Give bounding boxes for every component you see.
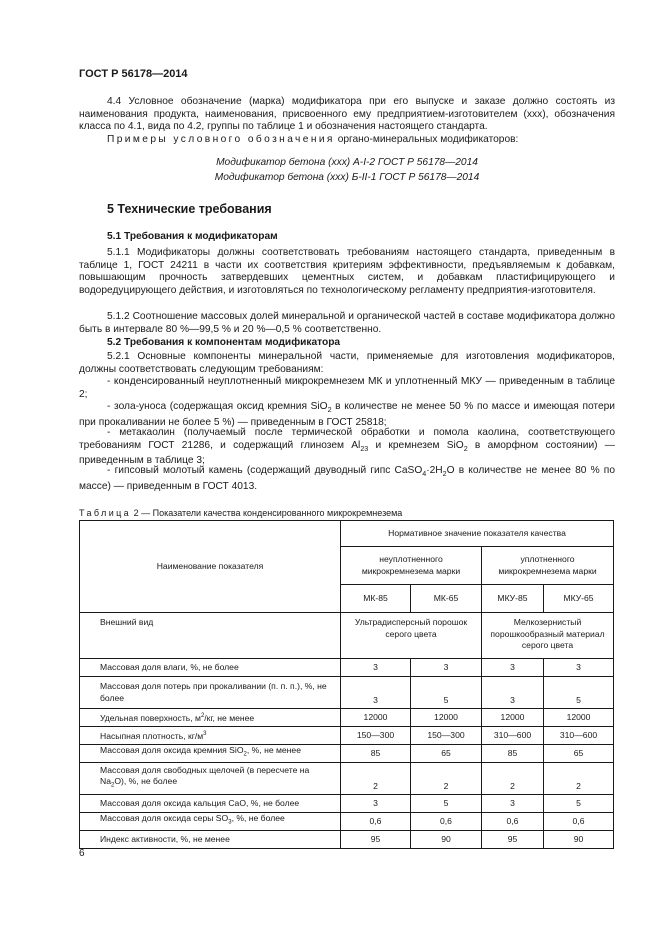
row-label: Массовая доля оксида кальция CaO, %, не более [80,795,341,813]
cell-value: 2 [544,763,614,795]
subsection-5-2: 5.2 Требования к компонентам модификатора [107,337,341,348]
table-row [80,709,614,727]
cell-value: 0,6 [544,813,614,831]
table-row [80,745,614,763]
row-label: Массовая доля оксида серы $SO_3$, %, не более [80,813,341,831]
row-label: Насыпная плотность, $кг/м^3$ [80,727,341,745]
table-row [80,831,614,849]
cell-value: 3 [341,795,411,813]
paragraph-5-1-1: 5.1.1 Модификаторы должны соответствовать требованиям настоящего стандарта, приведенным в таблице 1, ГОСТ 24211 в части их соответствия критериям эффективности, предъявляемым к добавкам, повышающим прочность затвердевших цементных систем, и добавкам пластифицирующего и водоредуцирующего действия, и изготовляться по технологическому регламенту предприятия-изготовителя. [79,247,615,296]
cell-value: 310—600 [544,727,614,745]
table-row [80,795,614,813]
cell-value: 65 [411,745,482,763]
bullet-gypsum: - гипсовый молотый камень (содержащий двуводный гипс $CaSO_4\cdot 2H_2O$ в количестве не менее 80 % по массе) — приведенным в ГОСТ 4013. [79,465,615,492]
bullet-fly-ash: - зола-уноса (содержащая оксид кремния SiO$_2$ в количестве не менее 50 % по массе и имеющая потери при прокаливании не более 5 %) — приведенным в ГОСТ 25818; [79,401,615,428]
quality-table [79,520,614,849]
row-label: Массовая доля свободных щелочей (в пересчете на $Na_2O$), %, не более [80,763,341,795]
table-row [80,613,614,659]
cell-value: 85 [482,745,544,763]
cell-value: 3 [482,677,544,709]
grade-header: МК-85 [341,585,411,613]
examples-rest: органо-минеральных модификаторов: [334,134,519,145]
section-5-heading: 5 Технические требования [107,202,272,216]
cell-value: 0,6 [411,813,482,831]
cell-value: 12000 [544,709,614,727]
paragraph-4-4: 4.4 Условное обозначение (марка) модификатора при его выпуске и заказе должно состоять из наименования продукта, наименования, присвоенного ему предприятием-изготовителем (ххх), обозначения класса по 4.1, вида по 4.2, группы по таблице 1 и обозначения настоящего стандарта. [79,96,615,133]
cell-value: 0,6 [341,813,411,831]
cell-value: 95 [341,831,411,849]
paragraph-5-2-1: 5.2.1 Основные компоненты минеральной части, применяемые для изготовления модификаторов, должны соответствовать следующим требованиям: [79,351,615,375]
table-row [80,813,614,831]
subsection-5-1: 5.1 Требования к модификаторам [107,231,278,242]
cell-value: 310—600 [482,727,544,745]
row-label: Внешний вид [80,613,341,659]
bullet-metakaolin: - метакаолин (получаемый после термической обработки и помола каолина, соответствующего требованиям ГОСТ 21286, и содержащий глинозем $Al_{23}$ и кремнезем SiO$_2$ в аморфном состоянии) — приведенным в таблице 3; [79,427,615,467]
row-label: Массовая доля влаги, %, не более [80,659,341,677]
grade-header: МКУ-65 [544,585,614,613]
example-2: Модификатор бетона (ххх) Б-II-1 ГОСТ Р 56178—2014 [214,172,480,183]
cell-value: 3 [341,659,411,677]
column-header-uncompacted: неуплотненного микрокремнезема марки [341,547,482,585]
row-label: Массовая доля оксида кремния SiO$_2$, %, не менее [80,745,341,763]
cell-value: 12000 [341,709,411,727]
cell-value: 65 [544,745,614,763]
cell-value: 3 [482,795,544,813]
row-label: Индекс активности, %, не менее [80,831,341,849]
row-label: Удельная поверхность, $м^2/кг$, не менее [80,709,341,727]
grade-header: МК-65 [411,585,482,613]
cell-value: 95 [482,831,544,849]
cell-value: 5 [411,677,482,709]
cell-value: 150—300 [341,727,411,745]
cell-value: 12000 [411,709,482,727]
examples-intro [79,134,615,147]
paragraph-5-1-2: 5.1.2 Соотношение массовых долей минеральной и органической частей в составе модификатора должно быть в интервале 80 %—99,5 % и 20 %—0,5 % соответственно. [79,311,615,335]
example-1: Модификатор бетона (ххх) А-I-2 ГОСТ Р 56178—2014 [216,157,478,168]
cell-value: 90 [544,831,614,849]
cell-value: 0,6 [482,813,544,831]
column-header-compacted: уплотненного микрокремнезема марки [482,547,614,585]
cell-value: 2 [341,763,411,795]
cell-value: 150—300 [411,727,482,745]
cell-value: 3 [482,659,544,677]
bullet-microsilica: - конденсированный неуплотненный микрокремнезем МК и уплотненный МКУ — приведенным в таблице 2; [79,376,615,400]
cell-value: 85 [341,745,411,763]
examples-spaced-label: Примеры условного обозначения [107,134,335,145]
cell-value: 3 [341,677,411,709]
page-number: 6 [79,848,85,859]
cell-value: 5 [544,795,614,813]
appearance-uncompacted: Ультрадисперсный порошок серого цвета [341,613,482,659]
grade-header: МКУ-85 [482,585,544,613]
column-header-indicator: Наименование показателя [80,521,341,613]
cell-value: 3 [411,659,482,677]
cell-value: 2 [411,763,482,795]
row-label: Массовая доля потерь при прокаливании (п. п. п.), %, не более [80,677,341,709]
cell-value: 3 [544,659,614,677]
table-row [80,677,614,709]
standard-header: ГОСТ Р 56178—2014 [79,68,188,80]
cell-value: 90 [411,831,482,849]
cell-value: 2 [482,763,544,795]
cell-value: 5 [411,795,482,813]
table-row [80,659,614,677]
table-caption: Таблица 2 — Показатели качества конденсированного микрокремнезема [79,508,403,518]
column-header-normative: Нормативное значение показателя качества [341,521,614,547]
table-row [80,763,614,795]
appearance-compacted: Мелкозернистый порошкообразный материал серого цвета [482,613,614,659]
cell-value: 5 [544,677,614,709]
cell-value: 12000 [482,709,544,727]
table-row [80,727,614,745]
